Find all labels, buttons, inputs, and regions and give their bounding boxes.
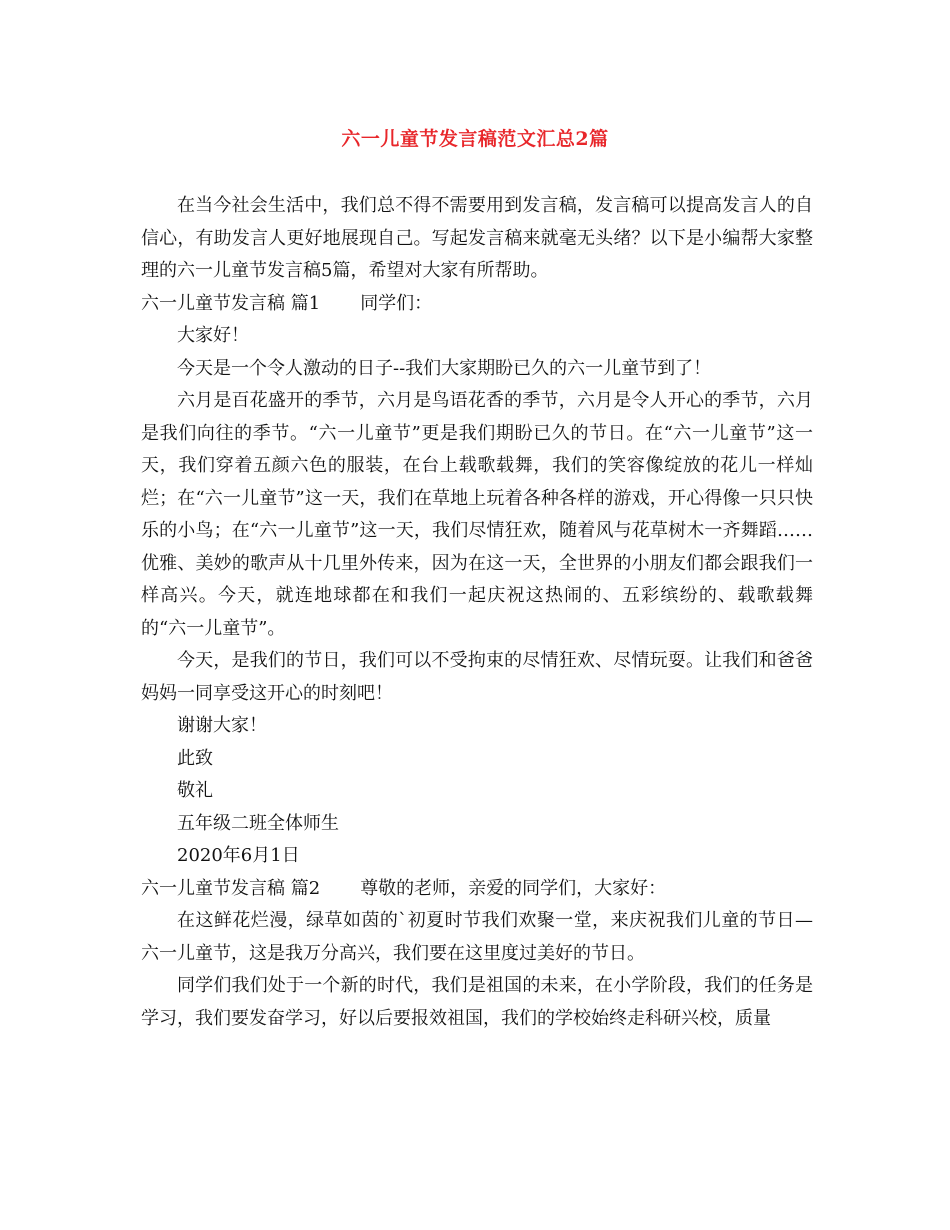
speech2-paragraph-1: 在这鲜花烂漫，绿草如茵的`初夏时节我们欢聚一堂，来庆祝我们儿童的节日—六一儿童节，这是我万分高兴，我们要在这里度过美好的节日。 [141, 910, 813, 964]
speech2-heading: 六一儿童节发言稿 篇2 [141, 877, 321, 899]
speech1-heading-line [141, 288, 813, 321]
speech1-heading: 六一儿童节发言稿 篇1 [141, 292, 321, 314]
speech2-heading-line [141, 873, 813, 906]
speech1-closing-1: 此致 [177, 747, 213, 769]
speech1-paragraph-2: 六月是百花盛开的季节，六月是鸟语花香的季节，六月是令人开心的季节，六月是我们向往的季节。“六一儿童节”更是我们期盼已久的节日。在“六一儿童节”这一天，我们穿着五颜六色的服装，在台上载歌载舞，我们的笑容像绽放的花儿一样灿烂；在“六一儿童节”这一天，我们在草地上玩着各种各样的游戏，开心得像一只只快乐的小鸟；在“六一儿童节”这一天，我们尽情狂欢，随着风与花草树木一齐舞蹈……优雅、美妙的歌声从十几里外传来，因为在这一天，全世界的小朋友们都会跟我们一样高兴。今天，就连地球都在和我们一起庆祝这热闹的、五彩缤纷的、载歌载舞的“六一儿童节”。 [141, 390, 813, 639]
speech1-paragraph-1: 今天是一个令人激动的日子--我们大家期盼已久的六一儿童节到了！ [177, 357, 712, 379]
speech1-paragraph-3: 今天，是我们的节日，我们可以不受拘束的尽情狂欢、尽情玩耍。让我们和爸爸妈妈一同享受这开心的时刻吧！ [141, 650, 813, 704]
speech1-salutation: 同学们： [360, 292, 433, 314]
document-body [141, 190, 813, 1035]
speech1-closing-2: 敬礼 [177, 780, 213, 801]
intro-paragraph: 在当今社会生活中，我们总不得不需要用到发言稿，发言稿可以提高发言人的自信心，有助发言人更好地展现自己。写起发言稿来就毫无头绪？以下是小编帮大家整理的六一儿童节发言稿5篇，希望对大家有所帮助。 [141, 195, 813, 281]
document-title: 六一儿童节发言稿范文汇总2篇 [341, 128, 609, 150]
speech1-thanks: 谢谢大家！ [177, 715, 267, 736]
speech1-date: 2020年6月1日 [177, 845, 300, 866]
speech2-paragraph-2: 同学们我们处于一个新的时代，我们是祖国的未来，在小学阶段，我们的任务是学习，我们要发奋学习，好以后要报效祖国，我们的学校始终走科研兴校，质量 [141, 975, 813, 1029]
speech1-greeting: 大家好！ [177, 325, 249, 346]
speech1-signature: 五年级二班全体师生 [177, 812, 339, 834]
speech2-salutation: 尊敬的老师，亲爱的同学们，大家好： [360, 877, 667, 899]
